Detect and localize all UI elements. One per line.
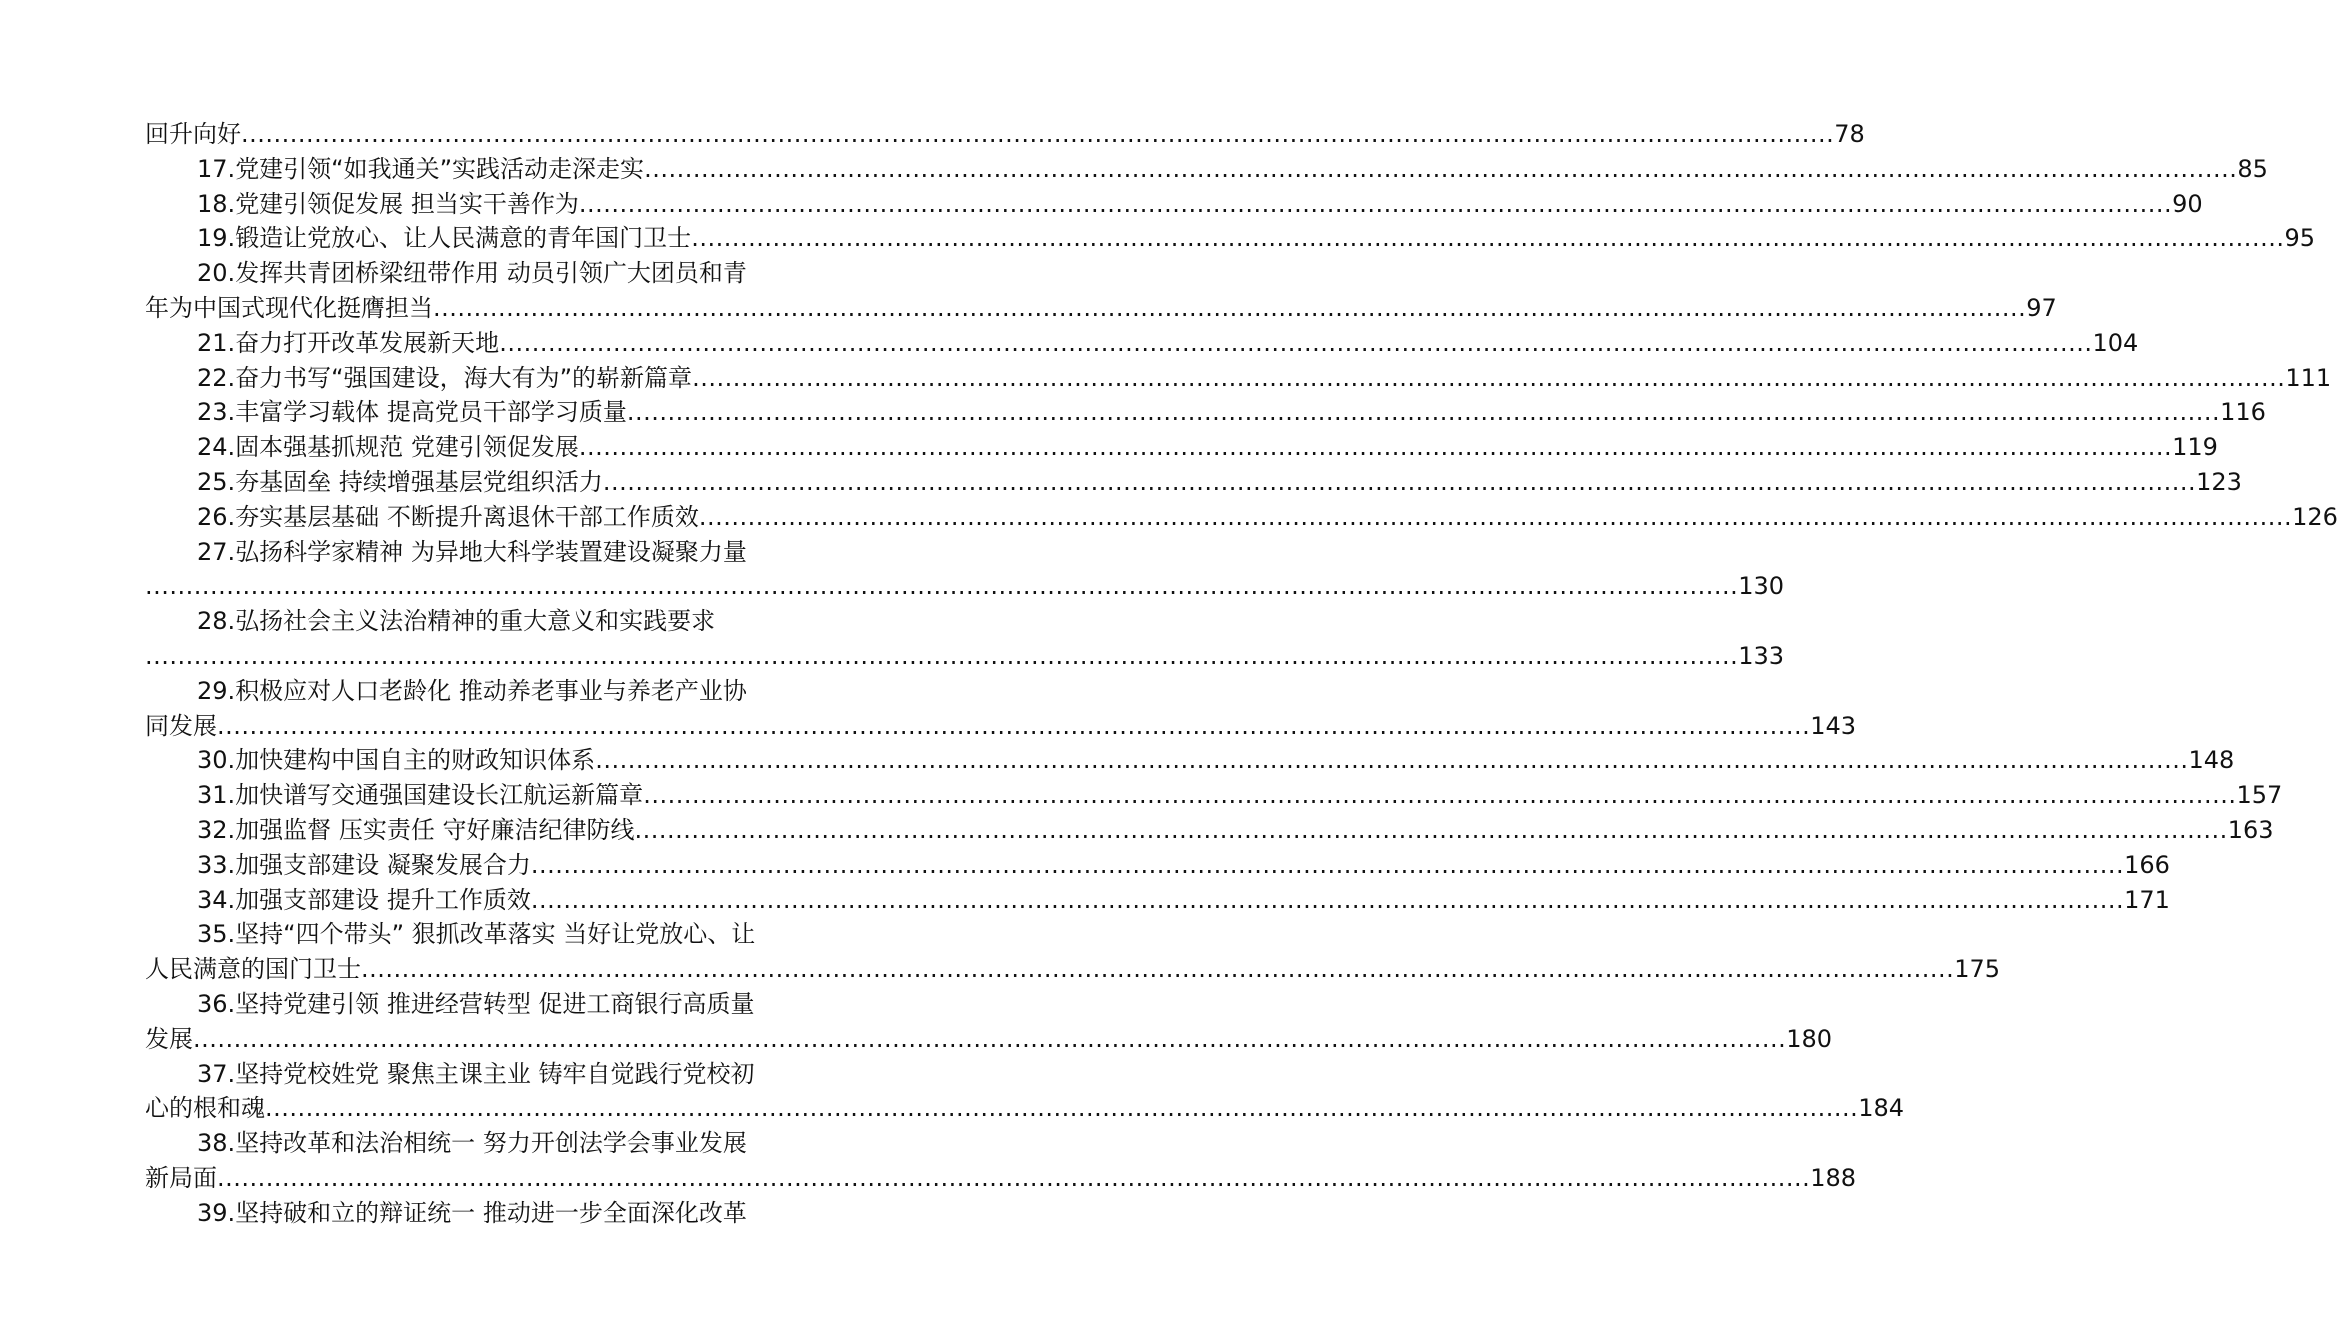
- toc-page-number: 180: [1786, 1024, 1833, 1053]
- toc-entry-title: 积极应对人口老龄化 推动养老事业与养老产业协: [235, 676, 747, 705]
- toc-entry-29-line-2: [145, 709, 1857, 744]
- toc-entry-20: [145, 256, 805, 291]
- dot-leader: [634, 813, 2227, 848]
- toc-entry-38-line-2: [145, 1161, 1857, 1196]
- toc-entry-38: [145, 1126, 805, 1161]
- toc-entry-title: 回升向好: [145, 120, 241, 148]
- toc-entry-title: 党建引领促发展 担当实干善作为: [235, 189, 579, 218]
- toc-entry-continued: [145, 117, 1865, 152]
- toc-entry-28-line-2: [145, 639, 1785, 674]
- toc-entry-title: 发挥共青团桥梁纽带作用 动员引领广大团员和青: [235, 259, 747, 288]
- toc-entry-33: [145, 848, 2170, 883]
- dot-leader: [361, 952, 1954, 987]
- toc-entry-17: [145, 152, 2268, 187]
- dot-leader: [241, 117, 1834, 152]
- toc-entry-title: 加强支部建设 提升工作质效: [235, 885, 531, 914]
- toc-page-number: 123: [2196, 467, 2242, 496]
- toc-entry-number: 17: [197, 154, 228, 183]
- toc-number-separator: .: [227, 746, 236, 775]
- toc-page-number: 111: [2285, 363, 2332, 392]
- toc-number-separator: .: [227, 607, 236, 636]
- toc-entry-title: 加强监督 压实责任 守好廉洁纪律防线: [235, 815, 635, 844]
- toc-entry-23: [145, 395, 2266, 430]
- toc-entry-title: 加强支部建设 凝聚发展合力: [235, 850, 531, 879]
- toc-number-separator: .: [227, 1198, 236, 1227]
- toc-entry-number: 37: [197, 1059, 228, 1088]
- toc-entry-number: 31: [197, 781, 228, 810]
- toc-number-separator: .: [227, 154, 236, 183]
- toc-entry-26: [145, 500, 2338, 535]
- toc-entry-number: 35: [197, 920, 228, 949]
- dot-leader: [579, 187, 2172, 222]
- dot-leader: [145, 639, 1738, 674]
- toc-entry-number: 19: [197, 224, 228, 253]
- toc-entry-39: [145, 1196, 805, 1231]
- toc-entry-number: 21: [197, 328, 228, 357]
- toc-page-number: 166: [2124, 850, 2170, 879]
- toc-number-separator: .: [227, 328, 236, 357]
- toc-entry-title: 坚持“四个带头” 狠抓改革落实 当好让党放心、让: [235, 920, 756, 949]
- dot-leader: [643, 778, 2236, 813]
- toc-entry-24: [145, 430, 2218, 465]
- toc-entry-title: 加快建构中国自主的财政知识体系: [235, 746, 596, 775]
- toc-number-separator: .: [227, 537, 236, 566]
- toc-entry-title: 弘扬社会主义法治精神的重大意义和实践要求: [235, 607, 716, 636]
- toc-page-number: 97: [2026, 293, 2057, 322]
- toc-number-separator: .: [227, 398, 236, 427]
- toc-page-number: 104: [2092, 328, 2139, 357]
- toc-entry-number: 23: [197, 398, 228, 427]
- toc-number-separator: .: [227, 850, 236, 879]
- toc-page-number: 157: [2236, 781, 2283, 810]
- toc-number-separator: .: [227, 989, 236, 1018]
- dot-leader: [595, 743, 2188, 778]
- toc-page-number: 78: [1834, 120, 1865, 148]
- toc-entry-title: 年为中国式现代化挺膺担当: [145, 293, 433, 322]
- toc-page-number: 90: [2172, 189, 2203, 218]
- toc-number-separator: .: [227, 1059, 236, 1088]
- toc-entry-title: 心的根和魂: [145, 1094, 265, 1123]
- toc-number-separator: .: [227, 920, 236, 949]
- toc-number-separator: .: [227, 259, 236, 288]
- toc-entry-36-line-2: [145, 1022, 1833, 1057]
- toc-entry-number: 22: [197, 363, 228, 392]
- toc-entry-title: 奋力打开改革发展新天地: [235, 328, 500, 357]
- dot-leader: [699, 500, 2292, 535]
- dot-leader: [531, 848, 2124, 883]
- toc-entry-number: 30: [197, 746, 228, 775]
- toc-entry-34: [145, 883, 2170, 918]
- toc-entry-number: 20: [197, 259, 228, 288]
- table-of-contents: [145, 117, 2338, 1231]
- toc-entry-title: 坚持党校姓党 聚焦主课主业 铸牢自觉践行党校初: [235, 1059, 755, 1088]
- toc-entry-27-line-2: [145, 569, 1785, 604]
- dot-leader: [217, 709, 1810, 744]
- toc-entry-number: 18: [197, 189, 228, 218]
- toc-page-number: 95: [2284, 224, 2315, 253]
- toc-page-number: 126: [2292, 502, 2338, 531]
- dot-leader: [145, 569, 1738, 604]
- toc-entry-title: 弘扬科学家精神 为异地大科学装置建设凝聚力量: [235, 537, 747, 566]
- toc-entry-21: [145, 326, 2139, 361]
- toc-entry-title: 坚持破和立的辩证统一 推动进一步全面深化改革: [235, 1198, 747, 1227]
- dot-leader: [499, 326, 2092, 361]
- toc-entry-title: 锻造让党放心、让人民满意的青年国门卫士: [235, 224, 692, 253]
- toc-entry-title: 发展: [145, 1024, 193, 1053]
- toc-entry-29: [145, 674, 805, 709]
- toc-entry-title: 奋力书写“强国建设，海大有为”的崭新篇章: [235, 363, 693, 392]
- toc-entry-title: 党建引领“如我通关”实践活动走深走实: [235, 154, 645, 183]
- toc-number-separator: .: [227, 676, 236, 705]
- toc-number-separator: .: [227, 885, 236, 914]
- dot-leader: [691, 221, 2284, 256]
- dot-leader: [531, 883, 2124, 918]
- toc-page-number: 175: [1954, 955, 2001, 984]
- toc-entry-title: 夯基固垒 持续增强基层党组织活力: [235, 467, 603, 496]
- toc-entry-number: 25: [197, 467, 228, 496]
- toc-entry-28: [145, 604, 805, 639]
- toc-page-number: 188: [1810, 1163, 1857, 1192]
- toc-entry-number: 24: [197, 433, 228, 462]
- dot-leader: [627, 395, 2220, 430]
- toc-number-separator: .: [227, 433, 236, 462]
- toc-page-number: 116: [2220, 398, 2266, 427]
- toc-entry-title: 人民满意的国门卫士: [145, 955, 361, 984]
- toc-entry-number: 36: [197, 989, 228, 1018]
- toc-number-separator: .: [227, 189, 236, 218]
- dot-leader: [603, 465, 2196, 500]
- toc-page-number: 163: [2227, 815, 2274, 844]
- toc-entry-35: [145, 917, 805, 952]
- dot-leader: [217, 1161, 1810, 1196]
- toc-entry-title: 丰富学习载体 提高党员干部学习质量: [235, 398, 627, 427]
- toc-entry-title: 新局面: [145, 1163, 217, 1192]
- toc-entry-title: 固本强基抓规范 党建引领促发展: [235, 433, 579, 462]
- toc-page-number: 143: [1810, 711, 1857, 740]
- toc-entry-number: 34: [197, 885, 228, 914]
- toc-entry-35-line-2: [145, 952, 2001, 987]
- toc-page-number: 171: [2124, 885, 2170, 914]
- toc-number-separator: .: [227, 502, 236, 531]
- toc-entry-22: [145, 361, 2332, 396]
- toc-entry-27: [145, 535, 805, 570]
- toc-entry-number: 32: [197, 815, 228, 844]
- toc-entry-number: 27: [197, 537, 228, 566]
- toc-entry-number: 33: [197, 850, 228, 879]
- toc-entry-18: [145, 187, 2203, 222]
- toc-entry-37: [145, 1057, 805, 1092]
- toc-entry-number: 38: [197, 1129, 228, 1158]
- dot-leader: [433, 291, 2026, 326]
- toc-entry-title: 坚持党建引领 推进经营转型 促进工商银行高质量: [235, 989, 755, 1018]
- toc-entry-number: 29: [197, 676, 228, 705]
- toc-page-number: 148: [2188, 746, 2235, 775]
- toc-page-number: 184: [1858, 1094, 1905, 1123]
- toc-number-separator: .: [227, 1129, 236, 1158]
- toc-entry-37-line-2: [145, 1091, 1905, 1126]
- toc-entry-number: 28: [197, 607, 228, 636]
- dot-leader: [579, 430, 2172, 465]
- toc-number-separator: .: [227, 363, 236, 392]
- toc-entry-32: [145, 813, 2274, 848]
- toc-page-number: 85: [2237, 154, 2268, 183]
- toc-entry-title: 夯实基层基础 不断提升离退休干部工作质效: [235, 502, 699, 531]
- dot-leader: [265, 1091, 1858, 1126]
- dot-leader: [193, 1022, 1786, 1057]
- toc-entry-title: 同发展: [145, 711, 217, 740]
- toc-entry-20-line-2: [145, 291, 2057, 326]
- toc-page-number: 133: [1738, 641, 1785, 670]
- toc-entry-title: 加快谱写交通强国建设长江航运新篇章: [235, 781, 644, 810]
- toc-number-separator: .: [227, 815, 236, 844]
- toc-entry-number: 39: [197, 1198, 228, 1227]
- toc-entry-25: [145, 465, 2242, 500]
- toc-entry-36: [145, 987, 805, 1022]
- toc-entry-title: 坚持改革和法治相统一 努力开创法学会事业发展: [235, 1129, 747, 1158]
- toc-number-separator: .: [227, 781, 236, 810]
- toc-entry-number: 26: [197, 502, 228, 531]
- dot-leader: [692, 361, 2285, 396]
- toc-page-number: 119: [2172, 433, 2218, 462]
- toc-page-number: 130: [1738, 572, 1785, 601]
- toc-entry-31: [145, 778, 2283, 813]
- toc-number-separator: .: [227, 224, 236, 253]
- toc-entry-30: [145, 743, 2235, 778]
- toc-number-separator: .: [227, 467, 236, 496]
- dot-leader: [644, 152, 2237, 187]
- toc-entry-19: [145, 221, 2315, 256]
